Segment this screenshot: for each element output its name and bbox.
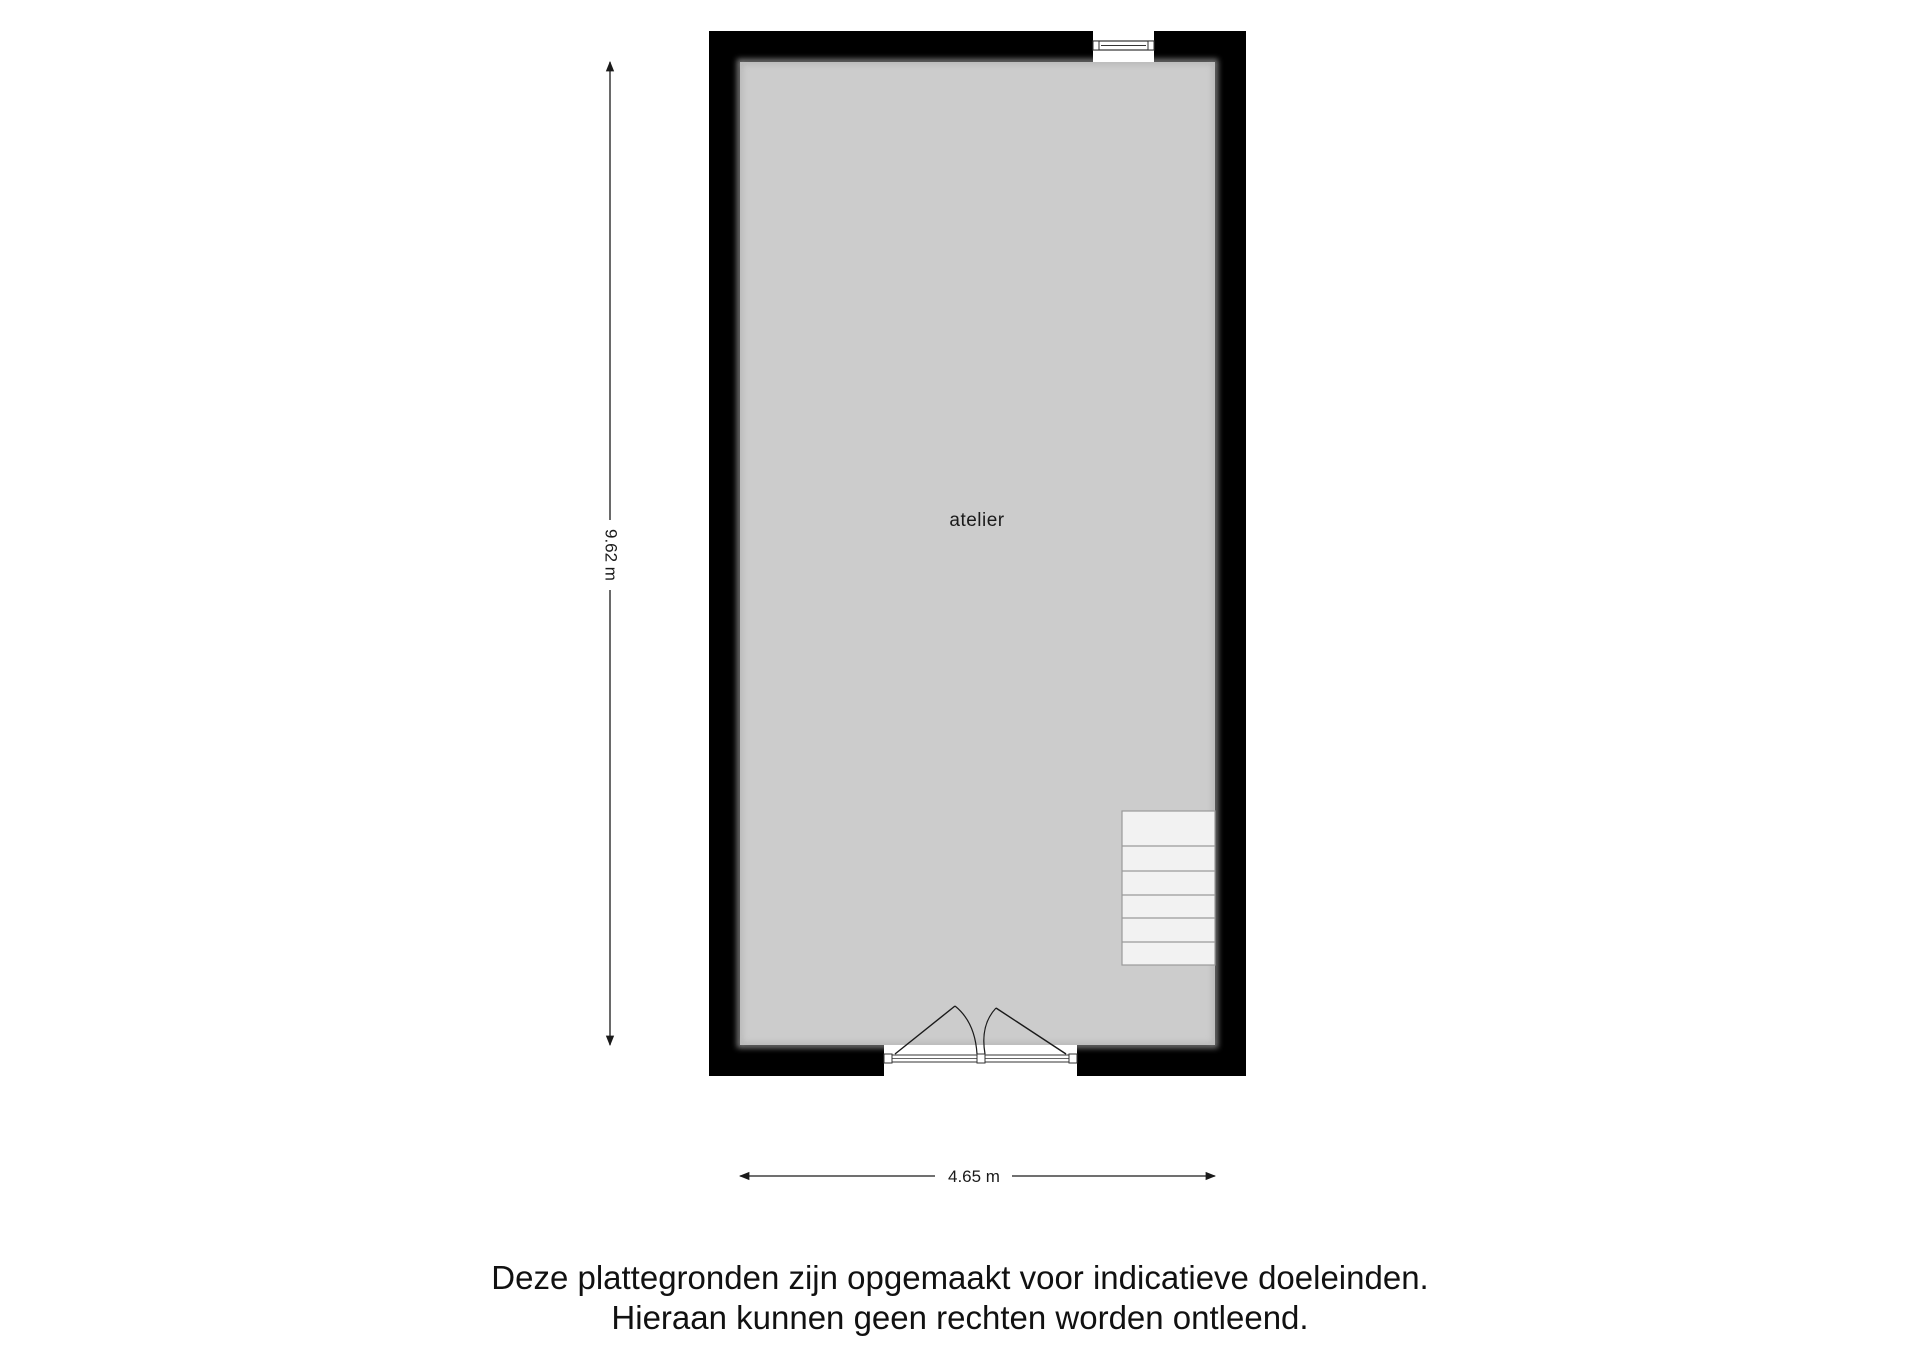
disclaimer [0,1258,1920,1338]
stairs [1122,811,1215,965]
dimension-vertical [602,62,621,1045]
dimension-horizontal-label: 4.65 m [948,1167,1000,1186]
room-label-atelier: atelier [949,510,1005,531]
dimension-horizontal [740,1167,1215,1186]
disclaimer-line-1: Deze plattegronden zijn opgemaakt voor indicatieve doeleinden. [491,1259,1429,1296]
window-top [1093,31,1154,62]
disclaimer-line-2: Hieraan kunnen geen rechten worden ontleend. [611,1299,1309,1336]
dimension-vertical-label: 9.62 m [601,529,621,581]
